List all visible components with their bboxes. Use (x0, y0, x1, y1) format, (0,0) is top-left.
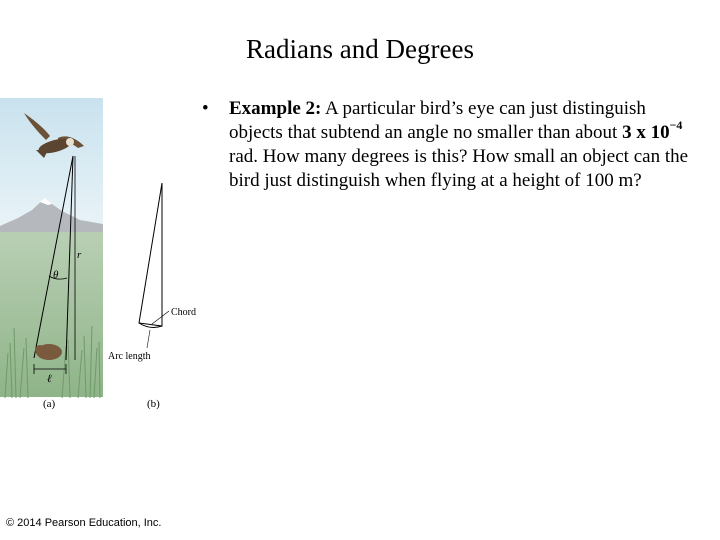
math-exponent: −4 (669, 118, 683, 132)
figure-illustration (0, 98, 210, 418)
example-text-part-2: rad. How many degrees is this? How small an object can the bird just distinguish when flying at a height of 100 m? (229, 146, 689, 191)
example-text (229, 97, 701, 193)
arc-length-label: Arc length (108, 351, 151, 362)
bullet-marker: • (202, 98, 209, 119)
slide-title: Radians and Degrees (246, 34, 474, 64)
theta-label: θ (53, 269, 59, 281)
example-heading: Example 2: (229, 98, 322, 119)
chord-label: Chord (171, 307, 196, 318)
bird-angle-figure (0, 98, 210, 418)
math-base: 3 x 10 (622, 122, 670, 143)
figure-b-label: (b) (147, 398, 160, 410)
example-text-part-1: A particular bird’s eye can just distinguish objects that subtend an angle no smaller than about (229, 98, 646, 143)
chord-triangle (139, 183, 162, 327)
l-label: ℓ (47, 373, 52, 385)
copyright-footer: © 2014 Pearson Education, Inc. (6, 517, 162, 529)
r-label: r (77, 249, 82, 261)
figure-a-label: (a) (43, 398, 56, 410)
